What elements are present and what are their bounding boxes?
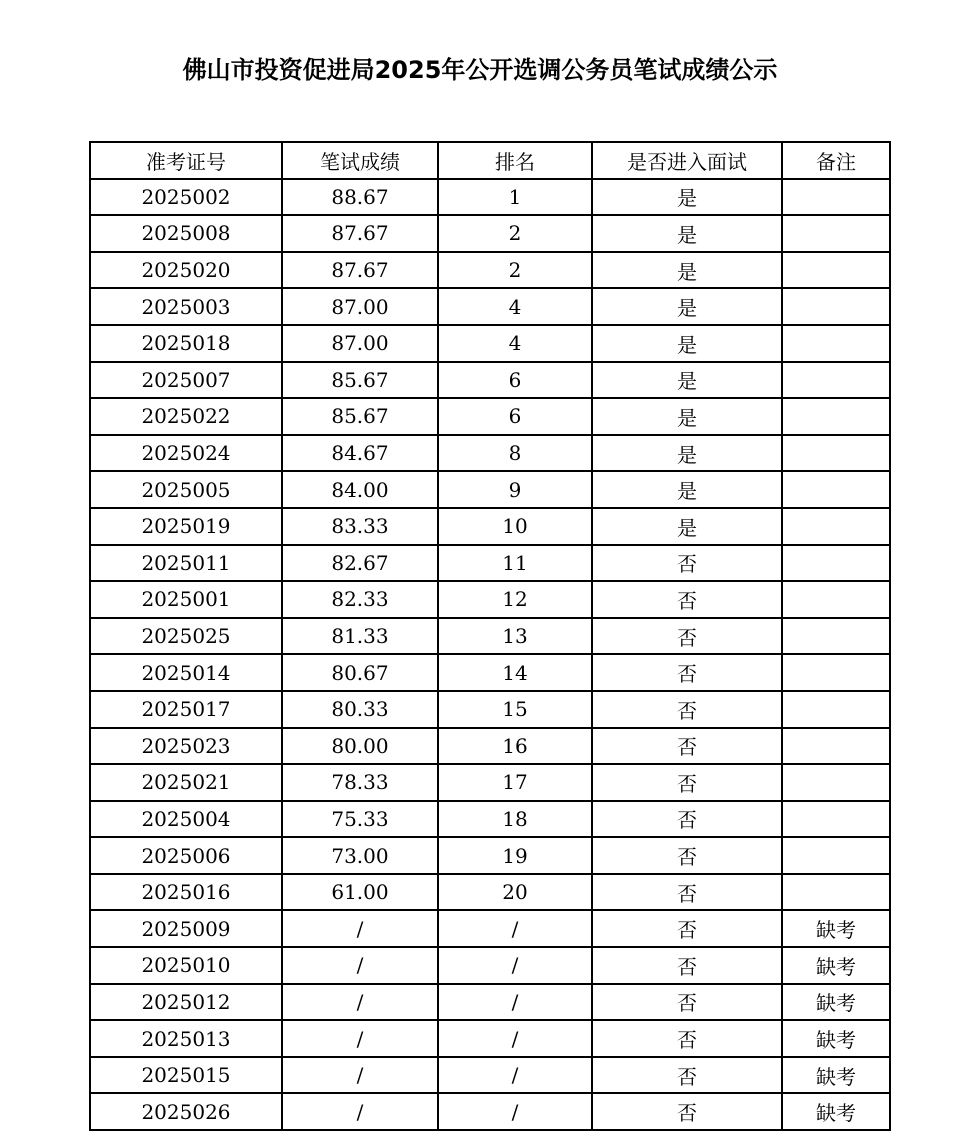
interview-status-cell: 否 <box>592 910 782 947</box>
remarks-cell <box>782 874 890 911</box>
written-score-cell: 82.33 <box>282 581 438 618</box>
interview-status-cell: 否 <box>592 728 782 765</box>
interview-status-cell: 否 <box>592 581 782 618</box>
remarks-cell <box>782 252 890 289</box>
table-row <box>90 654 890 691</box>
exam-number-cell: 2025017 <box>90 691 282 728</box>
table-row <box>90 362 890 399</box>
exam-number-cell: 2025026 <box>90 1093 282 1130</box>
written-score-cell: 87.67 <box>282 215 438 252</box>
table-row <box>90 398 890 435</box>
rank-cell: / <box>438 910 592 947</box>
exam-number-cell: 2025024 <box>90 435 282 472</box>
table-header <box>90 142 890 179</box>
remarks-cell: 缺考 <box>782 984 890 1021</box>
header-rank: 排名 <box>438 142 592 179</box>
remarks-cell: 缺考 <box>782 910 890 947</box>
table-row <box>90 984 890 1021</box>
rank-cell: 2 <box>438 215 592 252</box>
exam-number-cell: 2025001 <box>90 581 282 618</box>
written-score-cell: 81.33 <box>282 618 438 655</box>
table-row <box>90 435 890 472</box>
rank-cell: 20 <box>438 874 592 911</box>
table-row <box>90 764 890 801</box>
table-row <box>90 1057 890 1094</box>
rank-cell: 4 <box>438 325 592 362</box>
interview-status-cell: 否 <box>592 1093 782 1130</box>
table-row <box>90 728 890 765</box>
remarks-cell: 缺考 <box>782 947 890 984</box>
interview-status-cell: 是 <box>592 508 782 545</box>
exam-number-cell: 2025019 <box>90 508 282 545</box>
table-row <box>90 179 890 216</box>
header-interview-status: 是否进入面试 <box>592 142 782 179</box>
written-score-cell: / <box>282 984 438 1021</box>
written-score-cell: 87.00 <box>282 325 438 362</box>
written-score-cell: 80.33 <box>282 691 438 728</box>
exam-number-cell: 2025016 <box>90 874 282 911</box>
interview-status-cell: 是 <box>592 215 782 252</box>
exam-number-cell: 2025014 <box>90 654 282 691</box>
written-score-cell: 85.67 <box>282 398 438 435</box>
table-row <box>90 1093 890 1130</box>
interview-status-cell: 否 <box>592 654 782 691</box>
interview-status-cell: 否 <box>592 764 782 801</box>
table-row <box>90 581 890 618</box>
remarks-cell <box>782 545 890 582</box>
interview-status-cell: 是 <box>592 362 782 399</box>
written-score-cell: 88.67 <box>282 179 438 216</box>
rank-cell: / <box>438 1057 592 1094</box>
rank-cell: 9 <box>438 471 592 508</box>
exam-number-cell: 2025022 <box>90 398 282 435</box>
exam-number-cell: 2025008 <box>90 215 282 252</box>
table-row <box>90 215 890 252</box>
header-remarks: 备注 <box>782 142 890 179</box>
exam-number-cell: 2025015 <box>90 1057 282 1094</box>
interview-status-cell: 否 <box>592 837 782 874</box>
rank-cell: 6 <box>438 398 592 435</box>
written-score-cell: 87.67 <box>282 252 438 289</box>
rank-cell: 8 <box>438 435 592 472</box>
remarks-cell <box>782 471 890 508</box>
remarks-cell <box>782 435 890 472</box>
table-row <box>90 252 890 289</box>
table-row <box>90 947 890 984</box>
written-score-cell: / <box>282 1057 438 1094</box>
remarks-cell <box>782 691 890 728</box>
remarks-cell <box>782 362 890 399</box>
interview-status-cell: 否 <box>592 1020 782 1057</box>
exam-number-cell: 2025007 <box>90 362 282 399</box>
table-row <box>90 801 890 838</box>
written-score-cell: 83.33 <box>282 508 438 545</box>
rank-cell: 14 <box>438 654 592 691</box>
rank-cell: 2 <box>438 252 592 289</box>
table-row <box>90 874 890 911</box>
exam-number-cell: 2025009 <box>90 910 282 947</box>
rank-cell: / <box>438 1020 592 1057</box>
table-row <box>90 1020 890 1057</box>
header-row <box>90 142 890 179</box>
written-score-cell: 84.67 <box>282 435 438 472</box>
interview-status-cell: 否 <box>592 947 782 984</box>
exam-number-cell: 2025006 <box>90 837 282 874</box>
remarks-cell: 缺考 <box>782 1057 890 1094</box>
remarks-cell <box>782 508 890 545</box>
exam-number-cell: 2025018 <box>90 325 282 362</box>
exam-number-cell: 2025012 <box>90 984 282 1021</box>
table-body <box>90 179 890 1130</box>
scores-table <box>89 141 891 1131</box>
table-row <box>90 508 890 545</box>
table-row <box>90 910 890 947</box>
rank-cell: 13 <box>438 618 592 655</box>
rank-cell: 6 <box>438 362 592 399</box>
interview-status-cell: 否 <box>592 1057 782 1094</box>
table-row <box>90 691 890 728</box>
remarks-cell <box>782 398 890 435</box>
rank-cell: 16 <box>438 728 592 765</box>
remarks-cell <box>782 179 890 216</box>
table-row <box>90 471 890 508</box>
exam-number-cell: 2025020 <box>90 252 282 289</box>
rank-cell: / <box>438 1093 592 1130</box>
interview-status-cell: 否 <box>592 874 782 911</box>
rank-cell: 18 <box>438 801 592 838</box>
interview-status-cell: 否 <box>592 801 782 838</box>
interview-status-cell: 是 <box>592 288 782 325</box>
exam-number-cell: 2025003 <box>90 288 282 325</box>
interview-status-cell: 否 <box>592 984 782 1021</box>
rank-cell: 11 <box>438 545 592 582</box>
table-row <box>90 545 890 582</box>
header-exam-number: 准考证号 <box>90 142 282 179</box>
interview-status-cell: 是 <box>592 398 782 435</box>
interview-status-cell: 否 <box>592 618 782 655</box>
remarks-cell <box>782 581 890 618</box>
written-score-cell: / <box>282 1020 438 1057</box>
remarks-cell <box>782 801 890 838</box>
written-score-cell: 87.00 <box>282 288 438 325</box>
interview-status-cell: 是 <box>592 325 782 362</box>
written-score-cell: 84.00 <box>282 471 438 508</box>
written-score-cell: 80.00 <box>282 728 438 765</box>
rank-cell: 10 <box>438 508 592 545</box>
written-score-cell: 75.33 <box>282 801 438 838</box>
rank-cell: 17 <box>438 764 592 801</box>
interview-status-cell: 是 <box>592 179 782 216</box>
written-score-cell: / <box>282 1093 438 1130</box>
exam-number-cell: 2025010 <box>90 947 282 984</box>
table-row <box>90 325 890 362</box>
remarks-cell <box>782 618 890 655</box>
interview-status-cell: 是 <box>592 252 782 289</box>
table-row <box>90 837 890 874</box>
exam-number-cell: 2025023 <box>90 728 282 765</box>
written-score-cell: 73.00 <box>282 837 438 874</box>
interview-status-cell: 是 <box>592 471 782 508</box>
exam-number-cell: 2025005 <box>90 471 282 508</box>
header-written-score: 笔试成绩 <box>282 142 438 179</box>
written-score-cell: / <box>282 910 438 947</box>
table-row <box>90 288 890 325</box>
rank-cell: / <box>438 947 592 984</box>
exam-number-cell: 2025011 <box>90 545 282 582</box>
exam-number-cell: 2025021 <box>90 764 282 801</box>
rank-cell: / <box>438 984 592 1021</box>
remarks-cell <box>782 728 890 765</box>
exam-number-cell: 2025002 <box>90 179 282 216</box>
table-row <box>90 618 890 655</box>
remarks-cell <box>782 215 890 252</box>
remarks-cell <box>782 837 890 874</box>
written-score-cell: 85.67 <box>282 362 438 399</box>
remarks-cell <box>782 288 890 325</box>
remarks-cell <box>782 764 890 801</box>
remarks-cell: 缺考 <box>782 1093 890 1130</box>
remarks-cell <box>782 325 890 362</box>
written-score-cell: 80.67 <box>282 654 438 691</box>
rank-cell: 15 <box>438 691 592 728</box>
rank-cell: 4 <box>438 288 592 325</box>
rank-cell: 12 <box>438 581 592 618</box>
page-title: 佛山市投资促进局2025年公开选调公务员笔试成绩公示 <box>182 56 778 84</box>
rank-cell: 1 <box>438 179 592 216</box>
rank-cell: 19 <box>438 837 592 874</box>
written-score-cell: 61.00 <box>282 874 438 911</box>
exam-number-cell: 2025013 <box>90 1020 282 1057</box>
written-score-cell: 78.33 <box>282 764 438 801</box>
exam-number-cell: 2025025 <box>90 618 282 655</box>
interview-status-cell: 是 <box>592 435 782 472</box>
remarks-cell <box>782 654 890 691</box>
interview-status-cell: 否 <box>592 545 782 582</box>
interview-status-cell: 否 <box>592 691 782 728</box>
remarks-cell: 缺考 <box>782 1020 890 1057</box>
written-score-cell: 82.67 <box>282 545 438 582</box>
exam-number-cell: 2025004 <box>90 801 282 838</box>
written-score-cell: / <box>282 947 438 984</box>
